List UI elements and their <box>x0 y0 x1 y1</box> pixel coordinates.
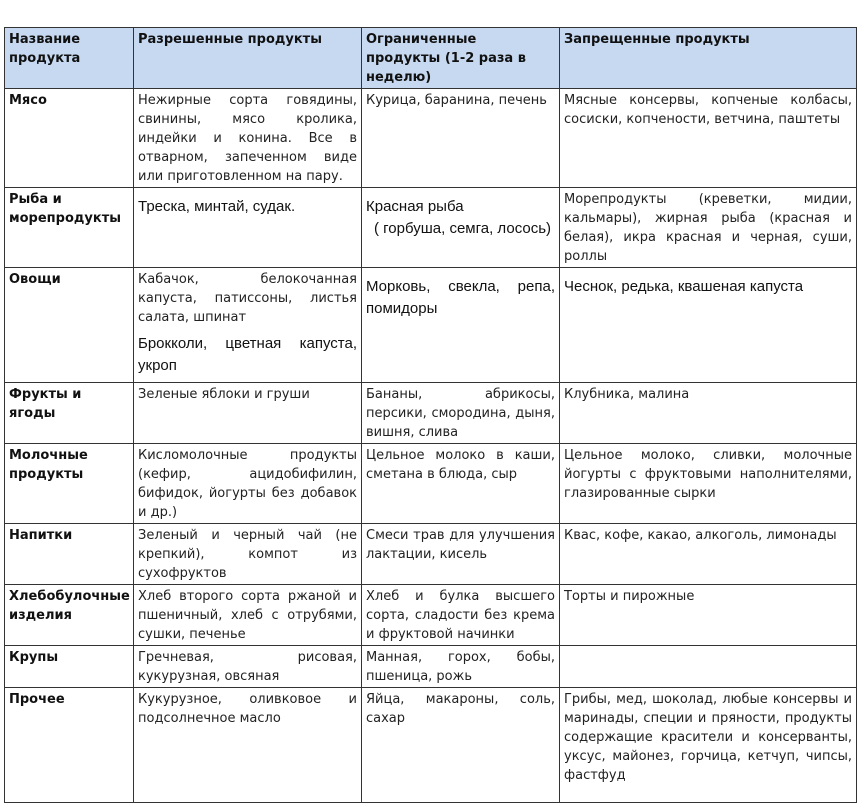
category-cell: Овощи <box>5 268 134 383</box>
table-row <box>5 444 857 524</box>
table-row <box>5 188 857 268</box>
table-row <box>5 268 857 383</box>
allowed-cell: Гречневая, рисовая, кукурузная, овсяная <box>134 646 362 688</box>
allowed-cell-text: Треска, минтай, судак. <box>138 198 296 215</box>
allowed-cell: Зеленый и черный чай (не крепкий), компот из сухофруктов <box>134 524 362 585</box>
forbidden-cell-text: Чеснок, редька, квашеная капуста <box>564 278 804 295</box>
table-row <box>5 646 857 688</box>
limited-cell-text: Морковь, свекла, репа, помидоры <box>366 278 555 317</box>
limited-cell: Бананы, абрикосы, персики, смородина, дыня, вишня, слива <box>362 383 560 444</box>
category-cell: Молочные продукты <box>5 444 134 524</box>
limited-cell-line: ( горбуша, семга, лосось) <box>374 220 552 237</box>
limited-cell <box>362 188 560 268</box>
limited-cell: Яйца, макароны, соль, сахар <box>362 688 560 803</box>
forbidden-cell <box>560 268 857 383</box>
forbidden-cell: Мясные консервы, копченые колбасы, сосиски, копчености, ветчина, паштеты <box>560 89 857 188</box>
limited-cell: Курица, баранина, печень <box>362 89 560 188</box>
forbidden-cell <box>560 646 857 688</box>
table-row <box>5 89 857 188</box>
allowed-cell: Нежирные сорта говядины, свинины, мясо кролика, индейки и конина. Все в отварном, запеченном виде или приготовленном на пару. <box>134 89 362 188</box>
category-cell: Крупы <box>5 646 134 688</box>
category-cell: Прочее <box>5 688 134 803</box>
allowed-cell: Кисломолочные продукты (кефир, ацидобифилин, бифидок, йогурты без добавок и др.) <box>134 444 362 524</box>
forbidden-cell: Торты и пирожные <box>560 585 857 646</box>
forbidden-cell: Клубника, малина <box>560 383 857 444</box>
table-row <box>5 383 857 444</box>
header-row <box>5 28 857 89</box>
limited-cell: Хлеб и булка высшего сорта, сладости без крема и фруктовой начинки <box>362 585 560 646</box>
allowed-cell <box>134 268 362 383</box>
category-cell: Мясо <box>5 89 134 188</box>
header-product-name: Название продукта <box>5 28 134 89</box>
table-body <box>5 89 857 803</box>
allowed-cell-text: Кабачок, белокочанная капуста, патиссоны, листья салата, шпинат <box>138 272 357 325</box>
limited-cell: Цельное молоко в каши, сметана в блюда, сыр <box>362 444 560 524</box>
table-row <box>5 524 857 585</box>
category-cell: Напитки <box>5 524 134 585</box>
diet-table-container <box>4 27 856 803</box>
table-header <box>5 28 857 89</box>
allowed-cell <box>134 188 362 268</box>
category-cell: Хлебобулочные изделия <box>5 585 134 646</box>
diet-products-table <box>4 27 857 803</box>
allowed-cell: Хлеб второго сорта ржаной и пшеничный, хлеб с отрубями, сушки, печенье <box>134 585 362 646</box>
allowed-cell-extra: Брокколи, цветная капуста, укроп <box>138 335 357 374</box>
forbidden-cell: Морепродукты (креветки, мидии, кальмары), жирная рыба (красная и белая), икра красная и черная, суши, роллы <box>560 188 857 268</box>
table-row <box>5 585 857 646</box>
header-forbidden: Запрещенные продукты <box>560 28 857 89</box>
table-row <box>5 688 857 803</box>
header-allowed: Разрешенные продукты <box>134 28 362 89</box>
limited-cell: Смеси трав для улучшения лактации, кисель <box>362 524 560 585</box>
category-cell: Фрукты и ягоды <box>5 383 134 444</box>
allowed-cell: Кукурузное, оливковое и подсолнечное масло <box>134 688 362 803</box>
forbidden-cell: Грибы, мед, шоколад, любые консервы и маринады, специи и пряности, продукты содержащие красители и консерванты, уксус, майонез, горчица, кетчуп, чипсы, фастфуд <box>560 688 857 803</box>
limited-cell-line: Красная рыба <box>366 198 464 215</box>
limited-cell <box>362 268 560 383</box>
category-cell: Рыба и морепродукты <box>5 188 134 268</box>
limited-cell: Манная, горох, бобы, пшеница, рожь <box>362 646 560 688</box>
forbidden-cell: Цельное молоко, сливки, молочные йогурты с фруктовыми наполнителями, глазированные сырки <box>560 444 857 524</box>
forbidden-cell: Квас, кофе, какао, алкоголь, лимонады <box>560 524 857 585</box>
allowed-cell: Зеленые яблоки и груши <box>134 383 362 444</box>
header-limited: Ограниченные продукты (1-2 раза в неделю) <box>362 28 560 89</box>
